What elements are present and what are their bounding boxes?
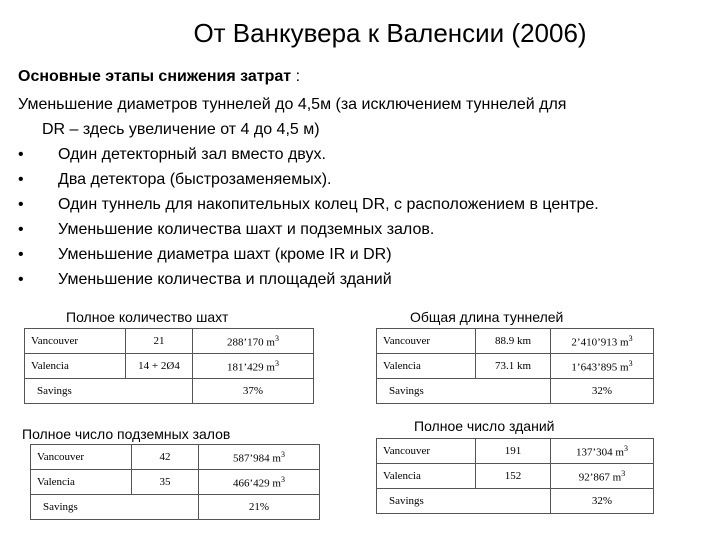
bullet-text: Уменьшение диаметра шахт (кроме IR и DR): [58, 246, 392, 263]
bullet-text: Два детектора (быстрозаменяемых).: [58, 171, 332, 188]
bullet-text: Уменьшение количества и площадей зданий: [58, 271, 392, 288]
table-row: [25, 329, 314, 354]
row-name: Vancouver: [377, 329, 476, 354]
row-volume: 466’429 $m^3$: [199, 470, 320, 495]
row-name: Vancouver: [25, 329, 126, 354]
row-name: Valencia: [31, 470, 132, 495]
buildings-table: [376, 438, 654, 514]
table-row: [377, 379, 654, 404]
row-name: Vancouver: [377, 439, 476, 464]
list-item: [18, 217, 708, 242]
row-count: 88.9 km: [476, 329, 551, 354]
row-volume: 587’984 $m^3$: [199, 445, 320, 470]
row-count: 21: [126, 329, 193, 354]
intro-line-1: Уменьшение диаметров туннелей до 4,5м (за исключением туннелей для: [18, 96, 567, 113]
table-row: [377, 489, 654, 514]
row-volume: 137’304 $m^3$: [551, 439, 654, 464]
table-row: [31, 470, 320, 495]
buildings-table-label: Полное число зданий: [414, 418, 555, 434]
list-item: [18, 142, 708, 167]
row-volume: 181’429 $m^3$: [193, 354, 314, 379]
row-count: 152: [476, 464, 551, 489]
savings-value: 32%: [551, 379, 654, 404]
subtitle-tail: :: [291, 68, 301, 85]
savings-label: Savings: [25, 379, 193, 404]
savings-label: Savings: [377, 489, 551, 514]
savings-value: 32%: [551, 489, 654, 514]
body-text: [18, 92, 708, 292]
tunnels-table-label: Общая длина туннелей: [410, 309, 564, 325]
row-count: 73.1 km: [476, 354, 551, 379]
bullet-icon: •: [18, 271, 24, 288]
list-item: [18, 267, 708, 292]
shafts-table-label: Полное количество шахт: [66, 309, 229, 325]
bullet-icon: •: [18, 171, 24, 188]
row-count: 14 + 2Ø4: [126, 354, 193, 379]
bullet-text: Один детекторный зал вместо двух.: [58, 146, 326, 163]
row-name: Valencia: [377, 354, 476, 379]
row-name: Valencia: [377, 464, 476, 489]
halls-table: [30, 444, 320, 520]
table-row: [31, 495, 320, 520]
table-row: [377, 439, 654, 464]
row-volume: 92’867 $m^3$: [551, 464, 654, 489]
list-item: [18, 242, 708, 267]
bullet-icon: •: [18, 196, 24, 213]
bullet-text: Уменьшение количества шахт и подземных залов.: [58, 221, 435, 238]
row-count: 191: [476, 439, 551, 464]
list-item: [18, 192, 708, 217]
table-row: [31, 445, 320, 470]
table-row: [377, 354, 654, 379]
halls-table-label: Полное число подземных залов: [22, 426, 231, 442]
row-count: 42: [132, 445, 199, 470]
table-row: [25, 354, 314, 379]
table-row: [377, 464, 654, 489]
bullet-icon: •: [18, 246, 24, 263]
row-volume: 1’643’895 $m^3$: [551, 354, 654, 379]
row-volume: 2’410’913 $m^3$: [551, 329, 654, 354]
row-name: Vancouver: [31, 445, 132, 470]
row-name: Valencia: [25, 354, 126, 379]
row-volume: 288’170 $m^3$: [193, 329, 314, 354]
table-row: [377, 329, 654, 354]
list-item: [18, 167, 708, 192]
savings-label: Savings: [377, 379, 551, 404]
shafts-table: [24, 328, 314, 404]
tunnels-table: [376, 328, 654, 404]
savings-label: Savings: [31, 495, 199, 520]
intro-line-2: DR – здесь увеличение от 4 до 4,5 м): [42, 121, 320, 138]
bullet-icon: •: [18, 221, 24, 238]
subtitle-bold: Основные этапы снижения затрат: [18, 68, 292, 85]
bullet-text: Один туннель для накопительных колец DR, с расположением в центре.: [58, 196, 599, 213]
row-count: 35: [132, 470, 199, 495]
savings-value: 21%: [199, 495, 320, 520]
table-row: [25, 379, 314, 404]
page-title: От Ванкувера к Валенсии (2006): [193, 18, 587, 48]
bullet-icon: •: [18, 146, 24, 163]
savings-value: 37%: [193, 379, 314, 404]
subtitle: [18, 68, 300, 86]
